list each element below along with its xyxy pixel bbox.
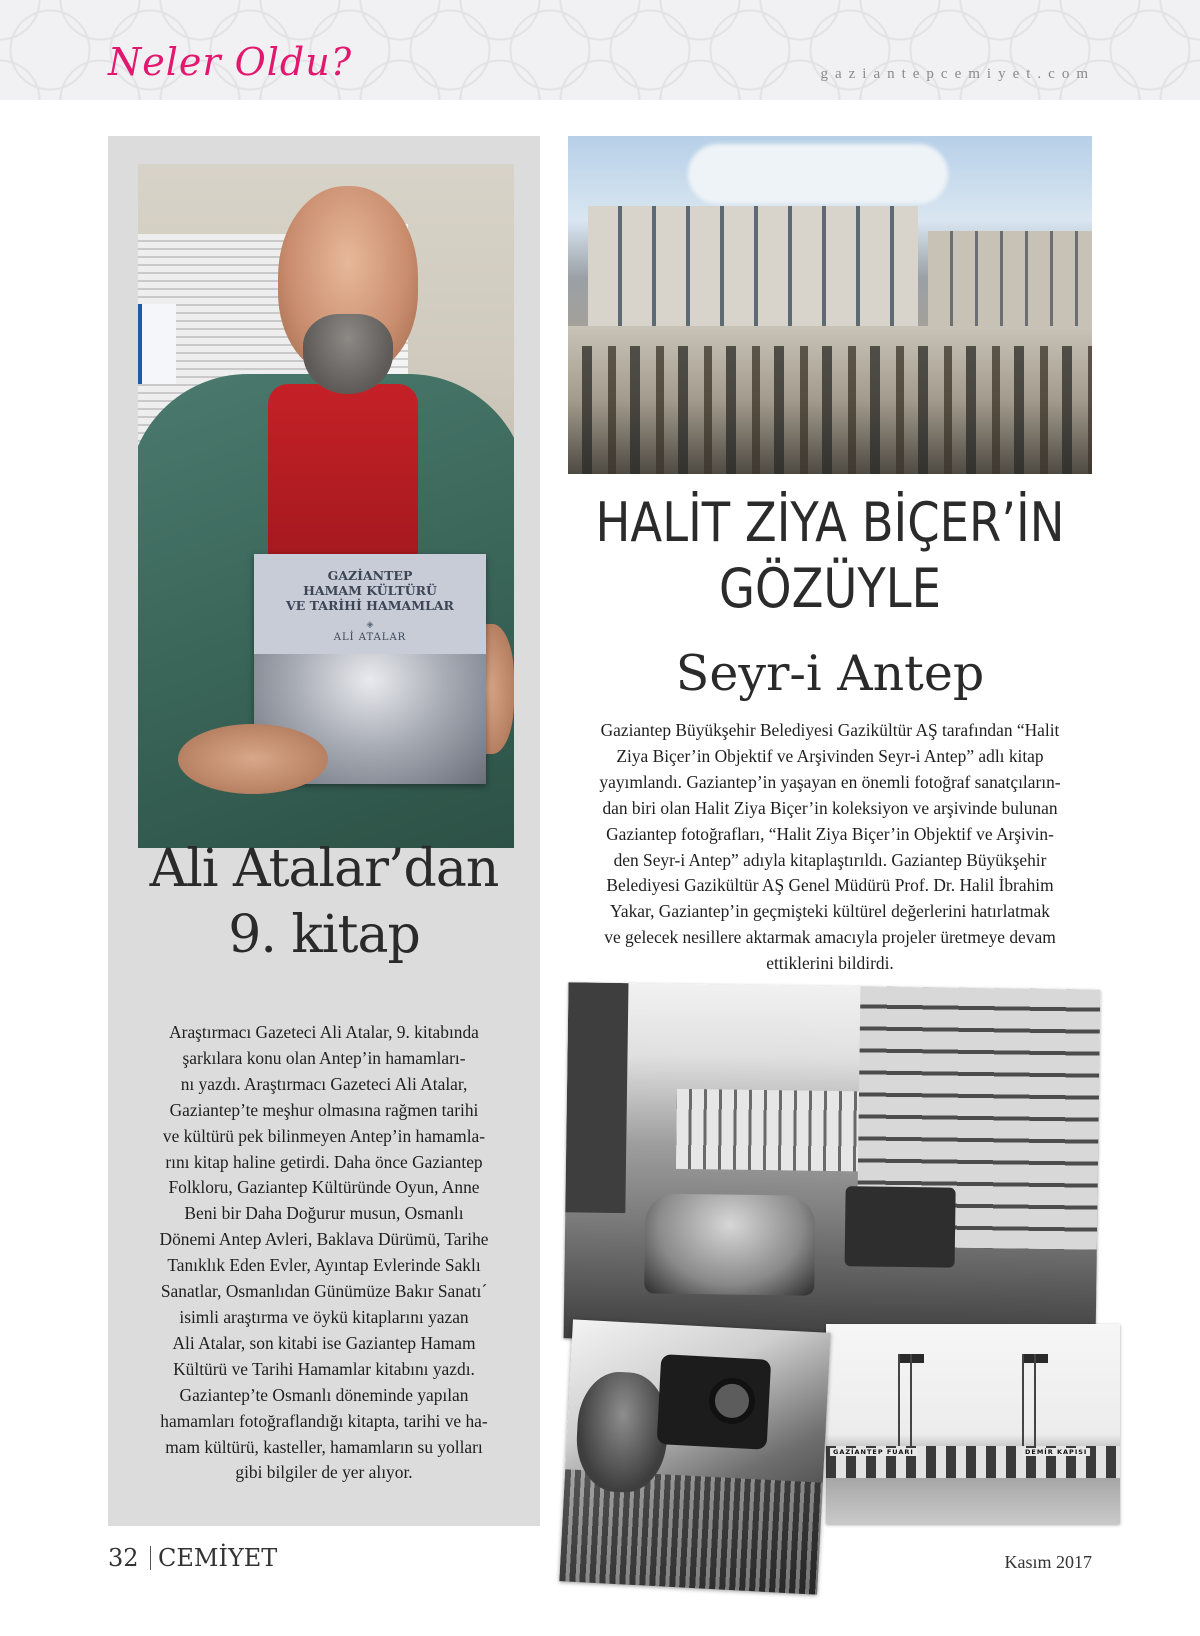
right-article-heading: [594, 490, 1065, 622]
site-url[interactable]: gaziantepcemiyet.com: [820, 66, 1095, 82]
body-line: mam kültürü, kasteller, hamamların su yolları: [165, 1436, 483, 1457]
body-line: Belediyesi Gazikültür AŞ Genel Müdürü Prof. Dr. Halil İbrahim: [606, 875, 1054, 896]
body-line: Gaziantep’te meşhur olmasına rağmen tarihi: [169, 1099, 479, 1120]
heading-line: Ali Atalar’dan: [149, 839, 499, 899]
right-article-subheading: Seyr-i Antep: [675, 645, 985, 702]
body-line: nı yazdı. Araştırmacı Gazeteci Ali Atalar,: [180, 1073, 468, 1094]
body-line: isimli araştırma ve öykü kitaplarını yazan: [179, 1306, 469, 1327]
header-band: [0, 0, 1200, 100]
book-title-line: HAMAM KÜLTÜRÜ: [303, 583, 437, 598]
body-line: Gaziantep fotoğrafları, “Halit Ziya Biçer’in Objektif ve Arşivin-: [606, 823, 1054, 844]
body-line: Folkloru, Gaziantep Kültüründe Oyun, Anne: [168, 1177, 480, 1198]
heading-line: GÖZÜYLE: [719, 557, 941, 620]
hand-cart: [845, 1186, 956, 1268]
body-line: şarkılara konu olan Antep’in hamamları-: [182, 1047, 466, 1068]
body-line: ve kültürü pek bilinmeyen Antep’in hamamla-: [162, 1125, 486, 1146]
body-line: Gaziantep Büyükşehir Belediyesi Gazikültür AŞ tarafından “Halit: [600, 720, 1060, 740]
sky-cloud: [688, 144, 948, 204]
crowd: [559, 1469, 823, 1594]
body-line: Tanıklık Eden Evler, Ayıntap Evlerinde Saklı: [167, 1255, 481, 1276]
book-title-line: VE TARİHİ HAMAMLAR: [286, 598, 454, 613]
left-building: [565, 982, 628, 1213]
body-line: Kültürü ve Tarihi Hamamlar kitabını yazdı.: [173, 1358, 475, 1379]
building: [588, 206, 918, 326]
heading-line: HALİT ZİYA BİÇER’İN: [595, 491, 1065, 554]
issue-date: Kasım 2017: [1004, 1552, 1092, 1572]
left-hand: [178, 724, 328, 794]
body-line: Gaziantep’te Osmanlı döneminde yapılan: [179, 1384, 469, 1405]
vintage-car: [644, 1193, 815, 1295]
flag-pole: [910, 1354, 912, 1449]
book-title-line: GAZİANTEP: [327, 568, 413, 583]
right-article-body: [562, 718, 1098, 977]
body-line: Dönemi Antep Avleri, Baklava Dürümü, Tarihe: [159, 1229, 489, 1250]
body-line: ve gelecek nesillere aktarmak amacıyla projeler üretmeye devam: [604, 927, 1056, 948]
left-article-body: [136, 1020, 512, 1486]
flag-pole: [1022, 1354, 1024, 1449]
desk-flag: [138, 304, 176, 384]
body-line: gibi bilgiler de yer alıyor.: [235, 1462, 413, 1483]
fair-gate-photo: [826, 1324, 1120, 1524]
body-line: ettiklerini bildirdi.: [766, 953, 894, 974]
flag-icon: [912, 1354, 924, 1363]
beard: [303, 314, 393, 394]
body-line: dan biri olan Halit Ziya Biçer’in koleksiyon ve arşivinde bulunan: [602, 797, 1058, 818]
building-2: [928, 231, 1092, 326]
body-line: Beni bir Daha Doğurur musun, Osmanlı: [184, 1203, 464, 1224]
body-line: hamamları fotoğraflandığı kitapta, tarihi ve ha-: [160, 1410, 488, 1431]
body-line: yayımlandı. Gaziantep’in yaşayan en önemli fotoğraf sanatçıların-: [599, 771, 1061, 792]
flag-pole: [1034, 1354, 1036, 1449]
body-line: Ziya Biçer’in Objektif ve Arşivinden Seyr-i Antep” adlı kitap: [616, 745, 1044, 766]
portrait-photo: [138, 164, 514, 848]
section-title: Neler Oldu?: [108, 40, 353, 84]
gate-label-left: GAZİANTEP FUARI: [830, 1448, 917, 1456]
left-article-heading: [108, 836, 540, 968]
heading-line: 9. kitap: [228, 905, 420, 965]
body-line: Sanatlar, Osmanlıdan Günümüze Bakır Sanatı´: [160, 1281, 488, 1302]
distant-building: [676, 1089, 867, 1172]
book-title: [254, 568, 486, 613]
page-number: 32: [108, 1544, 139, 1572]
town-square-photo: [568, 136, 1092, 474]
flag-icon: [1036, 1354, 1048, 1363]
book-ornament-icon: ◈: [366, 620, 374, 630]
flag-pole: [898, 1354, 900, 1449]
body-line: rını kitap haline getirdi. Daha önce Gaziantep: [165, 1151, 483, 1172]
magazine-name: CEMİYET: [158, 1544, 278, 1572]
gate-label-right: DEMİR KAPISI: [1022, 1448, 1090, 1456]
body-line: Araştırmacı Gazeteci Ali Atalar, 9. kitabında: [169, 1022, 479, 1042]
footer-divider: [150, 1546, 151, 1570]
street-photo: [564, 982, 1101, 1345]
left-article-panel: [108, 136, 540, 1526]
cafe-crowd: [568, 346, 1092, 474]
book-author: ALİ ATALAR: [333, 632, 407, 643]
body-line: Yakar, Gaziantep’in geçmişteki kültürel değerlerini hatırlatmak: [610, 901, 1050, 922]
body-line: den Seyr-i Antep” adıyla kitaplaştırıldı. Gaziantep Büyükşehir: [613, 849, 1047, 870]
cameraman-photo: [559, 1319, 830, 1594]
body-line: Ali Atalar, son kitabi ise Gaziantep Hamam: [172, 1332, 476, 1353]
